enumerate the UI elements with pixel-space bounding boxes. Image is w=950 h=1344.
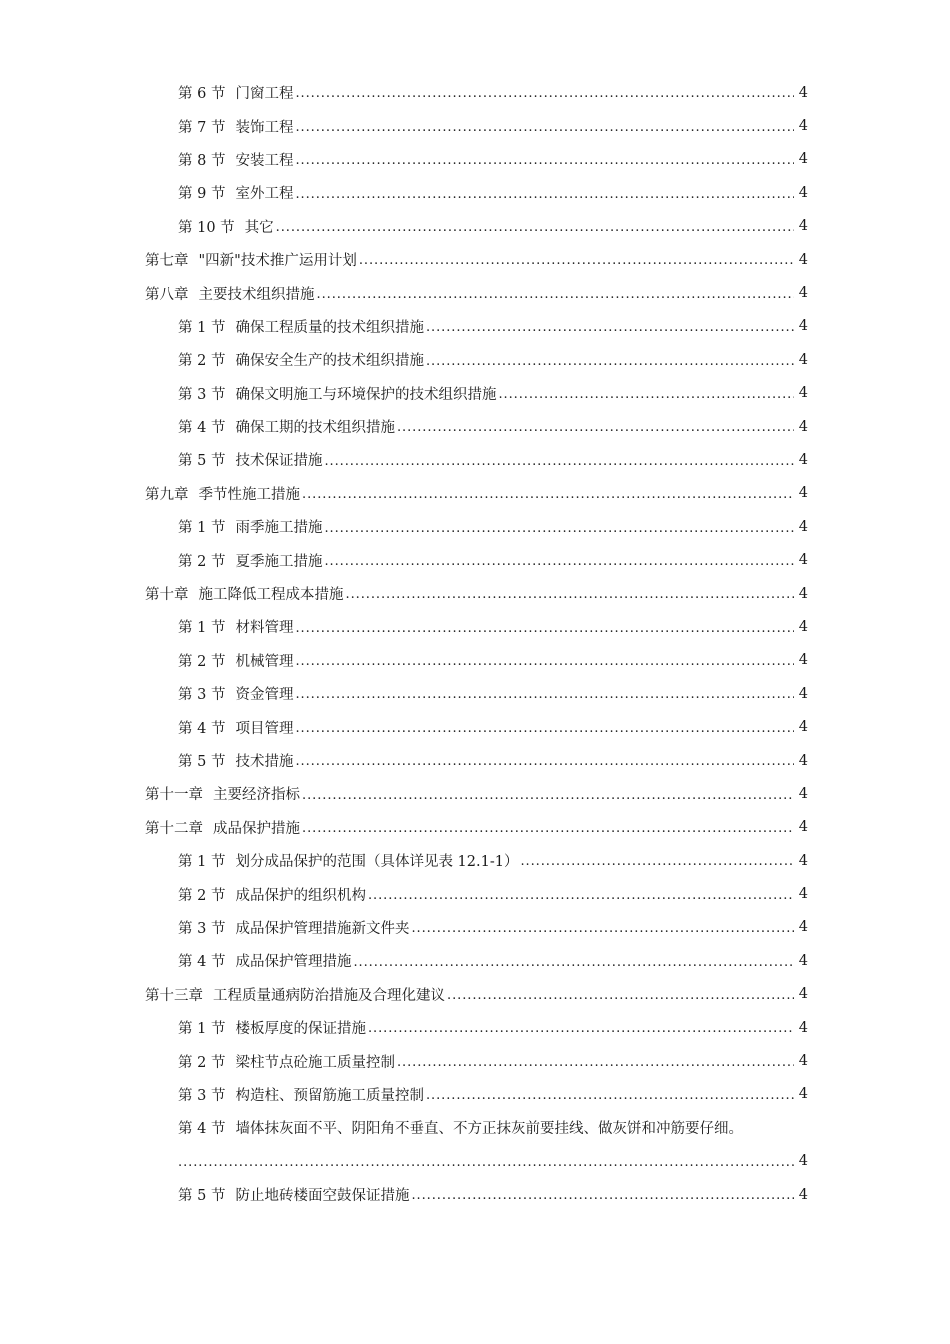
toc-entry-number: 第 3 节 xyxy=(178,687,226,704)
dot-leader xyxy=(302,487,794,502)
toc-entry-number: 第十三章 xyxy=(145,987,203,1004)
dot-leader xyxy=(353,955,794,970)
toc-entry-title: 成品保护管理措施新文件夹 xyxy=(235,920,410,937)
dot-leader xyxy=(426,320,794,335)
toc-section-entry[interactable] xyxy=(0,911,950,944)
toc-section-entry[interactable] xyxy=(0,744,950,777)
toc-entry-page: 4 xyxy=(798,318,808,335)
toc-entry-number: 第 6 节 xyxy=(178,86,226,103)
toc-entry-title: 确保文明施工与环境保护的技术组织措施 xyxy=(235,386,497,403)
toc-entry-number: 第 5 节 xyxy=(178,1188,226,1205)
toc-entry-number: 第 7 节 xyxy=(178,119,226,136)
toc-entry-page: 4 xyxy=(798,952,808,969)
toc-section-entry[interactable] xyxy=(0,877,950,910)
toc-entry-number: 第 4 节 xyxy=(178,720,226,737)
toc-entry-number: 第 4 节 xyxy=(178,954,226,971)
toc-entry-number: 第 4 节 xyxy=(178,420,226,437)
toc-entry-title: 成品保护管理措施 xyxy=(235,954,352,971)
toc-entry-title: 材料管理 xyxy=(235,620,294,637)
toc-entry-page: 4 xyxy=(798,819,808,836)
dot-leader xyxy=(359,253,794,268)
toc-entry-page: 4 xyxy=(798,886,808,903)
dot-leader xyxy=(520,854,794,869)
toc-section-entry[interactable] xyxy=(0,844,950,877)
toc-entry-page: 4 xyxy=(798,285,808,302)
toc-entry-number: 第 10 节 xyxy=(178,219,235,236)
toc-entry-number: 第 4 节 xyxy=(178,1121,226,1138)
toc-section-entry[interactable] xyxy=(0,1178,950,1211)
toc-entry-title: 墙体抹灰面不平、阴阳角不垂直、不方正抹灰前要挂线、做灰饼和冲筋要仔细。 xyxy=(235,1121,743,1138)
toc-section-entry[interactable] xyxy=(0,210,950,243)
toc-entry-page: 4 xyxy=(798,1053,808,1070)
toc-entry-number: 第 1 节 xyxy=(178,319,226,336)
dot-leader xyxy=(324,521,794,536)
toc-entry-number: 第 5 节 xyxy=(178,453,226,470)
toc-entry-title: 项目管理 xyxy=(235,720,294,737)
dot-leader xyxy=(368,1021,794,1036)
toc-entry-number: 第 3 节 xyxy=(178,386,226,403)
toc-entry-page: 4 xyxy=(798,1186,808,1203)
dot-leader xyxy=(295,86,794,101)
toc-entry-title: 工程质量通病防治措施及合理化建议 xyxy=(213,987,445,1004)
dot-leader xyxy=(426,1088,794,1103)
toc-chapter-entry[interactable] xyxy=(0,777,950,810)
toc-section-entry[interactable] xyxy=(0,176,950,209)
dot-leader xyxy=(302,821,794,836)
dot-leader xyxy=(498,387,794,402)
toc-section-entry[interactable] xyxy=(0,510,950,543)
toc-entry-number: 第 5 节 xyxy=(178,754,226,770)
toc-entry-number: 第七章 xyxy=(145,253,189,270)
toc-entry-title: 资金管理 xyxy=(235,687,294,704)
toc-entry-page: 4 xyxy=(798,84,808,101)
toc-section-entry[interactable] xyxy=(0,1044,950,1077)
toc-section-entry[interactable] xyxy=(0,410,950,443)
toc-entry-number: 第十一章 xyxy=(145,787,203,804)
toc-entry-title: 梁柱节点砼施工质量控制 xyxy=(235,1054,395,1071)
toc-entry-page: 4 xyxy=(798,652,808,669)
toc-section-entry[interactable] xyxy=(0,343,950,376)
toc-entry-number: 第九章 xyxy=(145,486,189,503)
dot-leader xyxy=(295,721,794,736)
toc-entry-title: 防止地砖楼面空鼓保证措施 xyxy=(235,1188,410,1205)
toc-entry-number: 第十二章 xyxy=(145,820,203,837)
dot-leader xyxy=(324,454,794,469)
toc-entry-page: 4 xyxy=(798,752,808,769)
dot-leader xyxy=(324,554,794,569)
toc-entry-number: 第十章 xyxy=(145,587,189,604)
toc-entry-title: 季节性施工措施 xyxy=(198,486,300,503)
toc-entry-continuation xyxy=(0,1145,950,1178)
dot-leader xyxy=(295,120,794,135)
toc-entry-number: 第 2 节 xyxy=(178,1054,226,1071)
toc-entry-title: 门窗工程 xyxy=(235,86,294,103)
dot-leader xyxy=(302,788,794,803)
dot-leader xyxy=(276,220,794,235)
dot-leader xyxy=(447,988,794,1003)
dot-leader xyxy=(411,1188,794,1203)
toc-entry-page: 4 xyxy=(798,618,808,635)
toc-entry-page: 4 xyxy=(798,585,808,602)
dot-leader xyxy=(295,654,794,669)
toc-entry-page: 4 xyxy=(798,986,808,1003)
toc-entry-page: 4 xyxy=(798,1019,808,1036)
toc-entry-title: 机械管理 xyxy=(235,653,294,670)
toc-entry-page: 4 xyxy=(798,1153,808,1170)
toc-section-entry[interactable] xyxy=(0,710,950,743)
toc-entry-page: 4 xyxy=(798,118,808,135)
toc-entry-title: 室外工程 xyxy=(235,186,294,203)
toc-entry-page: 4 xyxy=(798,418,808,435)
toc-chapter-entry[interactable] xyxy=(0,477,950,510)
dot-leader xyxy=(295,621,794,636)
toc-entry-number: 第 3 节 xyxy=(178,920,226,937)
toc-entry-title: 确保工期的技术组织措施 xyxy=(235,420,395,437)
toc-entry-page: 4 xyxy=(798,518,808,535)
toc-entry-number: 第 8 节 xyxy=(178,152,226,169)
toc-entry-page: 4 xyxy=(798,184,808,201)
toc-entry-number: 第 2 节 xyxy=(178,653,226,670)
toc-section-entry[interactable] xyxy=(0,543,950,576)
toc-chapter-entry[interactable] xyxy=(0,811,950,844)
toc-entry-title: 施工降低工程成本措施 xyxy=(198,587,344,604)
toc-section-entry[interactable] xyxy=(0,944,950,977)
toc-entry-page: 4 xyxy=(798,485,808,502)
toc-section-entry[interactable] xyxy=(0,310,950,343)
toc-section-entry[interactable] xyxy=(0,644,950,677)
toc-entry-number: 第 2 节 xyxy=(178,553,226,570)
toc-section-entry[interactable] xyxy=(0,1078,950,1111)
dot-leader xyxy=(317,287,795,302)
toc-entry-page: 4 xyxy=(798,385,808,402)
toc-entry-number: 第 2 节 xyxy=(178,353,226,370)
toc-entry-title: 构造柱、预留筋施工质量控制 xyxy=(235,1087,424,1104)
toc-entry-number: 第 2 节 xyxy=(178,887,226,904)
toc-entry-title: 其它 xyxy=(244,219,274,236)
toc-entry-page: 4 xyxy=(798,451,808,468)
toc-section-entry[interactable] xyxy=(0,677,950,710)
toc-chapter-entry[interactable] xyxy=(0,243,950,276)
toc-entry-title: 成品保护的组织机构 xyxy=(235,887,366,904)
toc-entry-number: 第八章 xyxy=(145,286,189,303)
toc-section-entry[interactable] xyxy=(0,377,950,410)
toc-entry-title: 夏季施工措施 xyxy=(235,553,323,570)
table-of-contents xyxy=(0,76,950,1211)
toc-entry-number: 第 1 节 xyxy=(178,854,226,871)
toc-section-entry[interactable] xyxy=(0,76,950,109)
toc-entry-page: 4 xyxy=(798,218,808,235)
toc-entry-title: 划分成品保护的范围（具体详见表 12.1-1） xyxy=(235,854,519,871)
toc-entry-page: 4 xyxy=(798,919,808,936)
toc-section-entry[interactable] xyxy=(0,109,950,142)
toc-section-entry[interactable] xyxy=(0,143,950,176)
dot-leader xyxy=(295,754,794,769)
dot-leader xyxy=(397,1055,794,1070)
toc-entry-page: 4 xyxy=(798,1086,808,1103)
toc-entry-title: 楼板厚度的保证措施 xyxy=(235,1021,366,1038)
toc-entry-number: 第 1 节 xyxy=(178,520,226,537)
toc-chapter-entry[interactable] xyxy=(0,276,950,309)
toc-entry-page: 4 xyxy=(798,719,808,736)
dot-leader xyxy=(295,153,794,168)
toc-entry-page: 4 xyxy=(798,852,808,869)
dot-leader xyxy=(368,888,794,903)
toc-entry-number: 第 3 节 xyxy=(178,1087,226,1104)
dot-leader xyxy=(178,1155,794,1170)
toc-entry-number: 第 9 节 xyxy=(178,186,226,203)
toc-section-entry[interactable] xyxy=(0,1011,950,1044)
toc-entry-number: 第 1 节 xyxy=(178,1021,226,1038)
toc-entry-title: 主要技术组织措施 xyxy=(198,286,315,303)
toc-entry-title: 雨季施工措施 xyxy=(235,520,323,537)
dot-leader xyxy=(295,687,794,702)
toc-entry-title: 成品保护措施 xyxy=(213,820,300,837)
dot-leader xyxy=(346,587,795,602)
toc-entry-page: 4 xyxy=(798,251,808,268)
toc-section-entry[interactable] xyxy=(0,443,950,476)
toc-entry-title: 安装工程 xyxy=(235,152,294,169)
toc-entry-title: 确保工程质量的技术组织措施 xyxy=(235,319,424,336)
toc-entry-title: 技术保证措施 xyxy=(235,453,323,470)
toc-entry-title: 装饰工程 xyxy=(235,119,294,136)
toc-entry-page: 4 xyxy=(798,552,808,569)
dot-leader xyxy=(426,354,794,369)
toc-chapter-entry[interactable] xyxy=(0,978,950,1011)
toc-entry-title: 主要经济指标 xyxy=(213,787,300,804)
toc-entry-title: 确保安全生产的技术组织措施 xyxy=(235,353,424,370)
toc-entry-page: 4 xyxy=(798,685,808,702)
toc-entry-title: "四新"技术推广运用计划 xyxy=(198,253,357,270)
toc-section-entry[interactable] xyxy=(0,610,950,643)
toc-entry[interactable] xyxy=(0,1111,950,1144)
toc-entry-page: 4 xyxy=(798,785,808,802)
dot-leader xyxy=(411,921,794,936)
dot-leader xyxy=(295,187,794,202)
toc-entry-title: 技术措施 xyxy=(235,754,294,770)
toc-entry-number: 第 1 节 xyxy=(178,620,226,637)
toc-entry-page: 4 xyxy=(798,151,808,168)
dot-leader xyxy=(397,420,794,435)
toc-chapter-entry[interactable] xyxy=(0,577,950,610)
toc-entry-page: 4 xyxy=(798,351,808,368)
